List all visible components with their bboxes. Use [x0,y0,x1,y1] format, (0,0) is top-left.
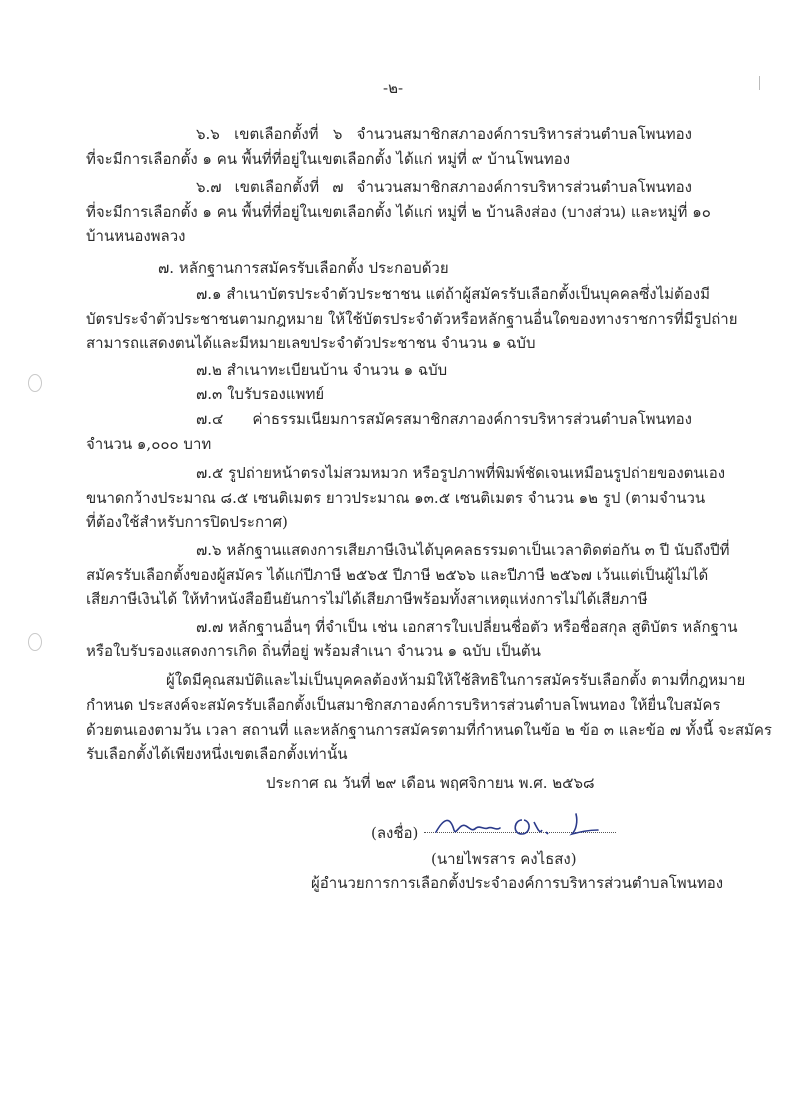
signer-name: (นายไพรสาร คงไธสง) [431,850,577,868]
text-line: สมัครรับเลือกตั้งของผู้สมัคร ได้แก่ปีภาษี ๒๕๖๕ ปีภาษี ๒๕๖๖ และปีภาษี ๒๕๖๗ เว้นแต่เป็นผู้ไม่ได้ [86,566,709,584]
text-line: หรือใบรับรองแสดงการเกิด ถิ่นที่อยู่ พร้อมสำเนา จำนวน ๑ ฉบับ เป็นต้น [86,642,541,660]
text-line: บัตรประจำตัวประชาชนตามกฎหมาย ให้ใช้บัตรประจำตัวหรือหลักฐานอื่นใดของทางราชการที่มีรูปถ่าย [86,310,738,328]
text-line: ๗.๔ ค่าธรรมเนียมการสมัครสมาชิกสภาองค์การบริหารส่วนตำบลโพนทอง [196,410,692,428]
punch-hole-bottom [28,633,42,651]
signature-label: (ลงชื่อ) [371,824,419,842]
text-line: ๗.๑ สำเนาบัตรประจำตัวประชาชน แต่ถ้าผู้สมัครรับเลือกตั้งเป็นบุคคลซึ่งไม่ต้องมี [196,285,710,303]
page-number: -๒- [383,79,404,97]
edge-mark [759,76,760,90]
text-line: ๗.๖ หลักฐานแสดงการเสียภาษีเงินได้บุคคลธรรมดาเป็นเวลาติดต่อกัน ๓ ปี นับถึงปีที่ [196,541,730,559]
punch-hole-top [28,374,42,392]
text-line: ๗.๓ ใบรับรองแพทย์ [196,385,325,403]
text-line: สามารถแสดงตนได้และมีหมายเลขประจำตัวประชาชน จำนวน ๑ ฉบับ [86,334,536,352]
handwritten-signature [426,808,626,848]
text-line: ที่จะมีการเลือกตั้ง ๑ คน พื้นที่ที่อยู่ในเขตเลือกตั้ง ได้แก่ หมู่ที่ ๒ บ้านลิงส่อง (บางส่วน) และหมู่ที่ ๑๐ [86,203,711,221]
text-line: ด้วยตนเองตามวัน เวลา สถานที่ และหลักฐานการสมัครตามที่กำหนดในข้อ ๒ ข้อ ๓ และข้อ ๗ ทั้งนี้ จะสมัคร [86,721,772,739]
text-line: ๖.๗ เขตเลือกตั้งที่ ๗ จำนวนสมาชิกสภาองค์การบริหารส่วนตำบลโพนทอง [196,178,692,196]
text-line: ๗.๗ หลักฐานอื่นๆ ที่จำเป็น เช่น เอกสารใบเปลี่ยนชื่อตัว หรือชื่อสกุล สูติบัตร หลักฐาน [196,618,738,636]
text-line: ๖.๖ เขตเลือกตั้งที่ ๖ จำนวนสมาชิกสภาองค์การบริหารส่วนตำบลโพนทอง [196,125,692,143]
text-line: ขนาดกว้างประมาณ ๘.๕ เซนติเมตร ยาวประมาณ ๑๓.๕ เซนติเมตร จำนวน ๑๒ รูป (ตามจำนวน [86,489,706,507]
text-line: ที่ต้องใช้สำหรับการปิดประกาศ) [86,513,288,531]
text-line: ๗.๒ สำเนาทะเบียนบ้าน จำนวน ๑ ฉบับ [196,361,448,379]
text-line: กำหนด ประสงค์จะสมัครรับเลือกตั้งเป็นสมาชิกสภาองค์การบริหารส่วนตำบลโพนทอง ให้ยื่นใบสมัคร [86,696,721,714]
text-line: ผู้ใดมีคุณสมบัติและไม่เป็นบุคคลต้องห้ามมิให้ใช้สิทธิในการสมัครรับเลือกตั้ง ตามที่กฎหมาย [166,671,746,689]
text-line: บ้านหนองพลวง [86,227,186,245]
text-line: เสียภาษีเงินได้ ให้ทำหนังสือยืนยันการไม่ได้เสียภาษีพร้อมทั้งสาเหตุแห่งการไม่ได้เสียภาษี [86,590,648,608]
announcement-date: ประกาศ ณ วันที่ ๒๙ เดือน พฤศจิกายน พ.ศ. ๒๕๖๘ [266,774,595,792]
section-heading: ๗. หลักฐานการสมัครรับเลือกตั้ง ประกอบด้วย [158,259,449,277]
text-line: ที่จะมีการเลือกตั้ง ๑ คน พื้นที่ที่อยู่ในเขตเลือกตั้ง ได้แก่ หมู่ที่ ๙ บ้านโพนทอง [86,150,571,168]
signer-title: ผู้อำนวยการการเลือกตั้งประจำองค์การบริหารส่วนตำบลโพนทอง [311,874,724,892]
text-line: จำนวน ๑,๐๐๐ บาท [86,435,212,453]
text-line: ๗.๕ รูปถ่ายหน้าตรงไม่สวมหมวก หรือรูปภาพที่พิมพ์ชัดเจนเหมือนรูปถ่ายของตนเอง [196,464,726,482]
text-line: รับเลือกตั้งได้เพียงหนึ่งเขตเลือกตั้งเท่านั้น [86,745,348,763]
